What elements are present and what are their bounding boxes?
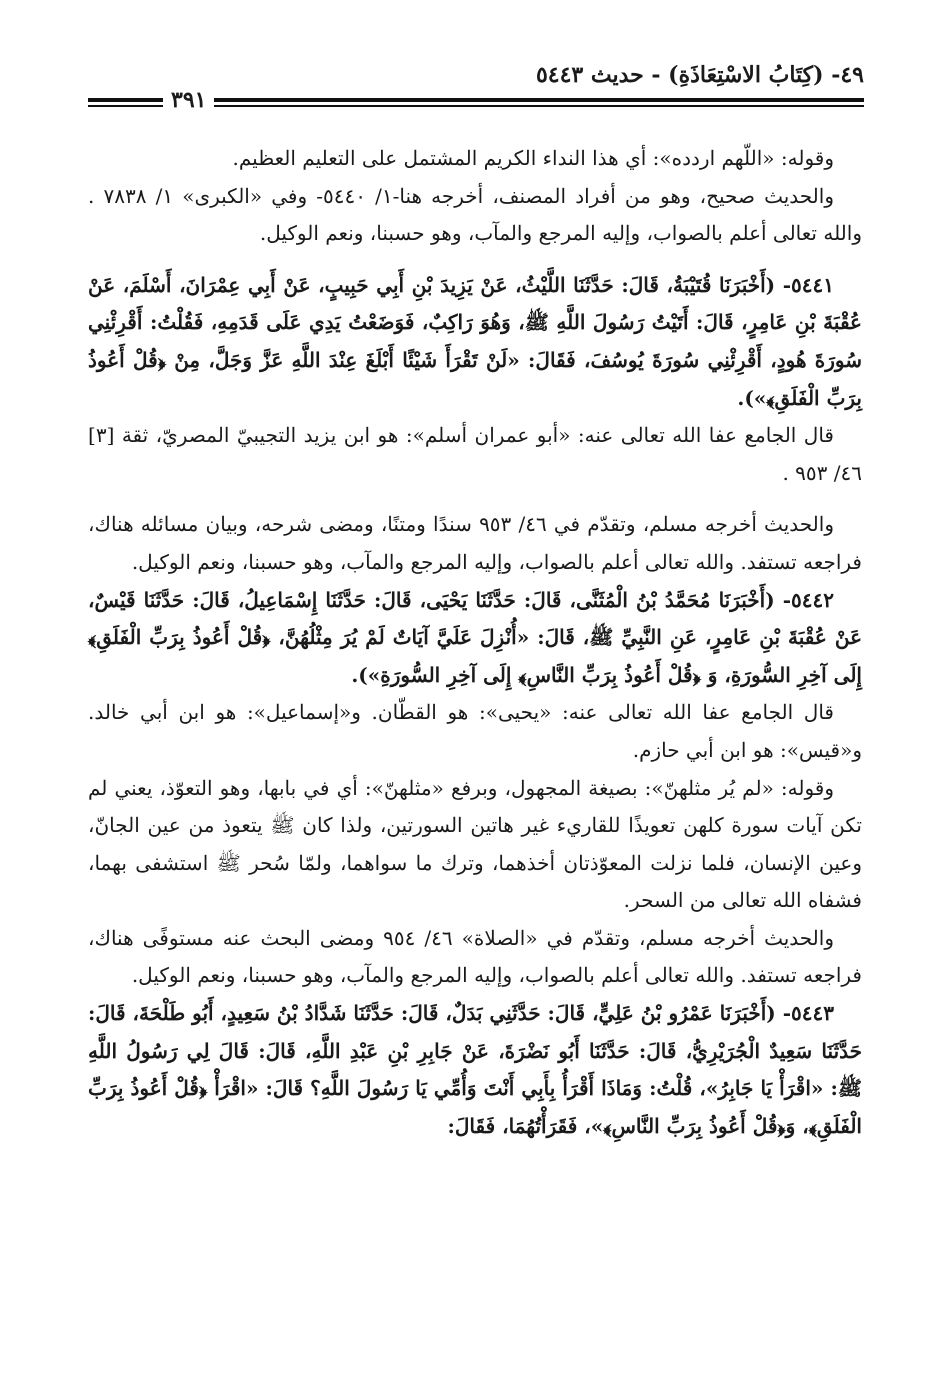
jami-note-paragraph: قال الجامع عفا الله تعالى عنه: «أبو عمران أسلم»: هو ابن يزيد التجيبيّ المصريّ، ثقة [٣] ٤٦/ ٩٥٣ . [88,423,862,485]
commentary-paragraph: والحديث أخرجه مسلم، وتقدّم في ٤٦/ ٩٥٣ سندًا ومتنًا، ومضى شرحه، وبيان مسائله هناك، فراجعه تستفد. والله تعالى أعلم بالصواب، وإليه المرجع والمآب، وهو حسبنا، ونعم الوكيل. [88,512,862,574]
page-number: ٣٩١ [163,88,214,112]
hadith-5441: ٥٤٤١- (أَخْبَرَنَا قُتَيْبَةُ، قَالَ: حَدَّثَنَا اللَّيْثُ، عَنْ يَزِيدَ بْنِ أَبِي حَبِيبٍ، عَنْ أَبِي عِمْرَانَ، أَسْلَمَ، عَنْ عُقْبَةَ بْنِ عَامِرٍ، قَالَ: أَتَيْتُ رَسُولَ اللَّهِ ﷺ، وَهُوَ رَاكِبٌ، فَوَضَعْتُ يَدِي عَلَى قَدَمِهِ، فَقُلْتُ: أَقْرِئْنِي سُورَةَ هُودٍ، أَقْرِئْنِي سُورَةَ يُوسُفَ، فَقَالَ: «لَنْ تَقْرَأَ شَيْئًا أَبْلَغَ عِنْدَ اللَّهِ عَزَّ وَجَلَّ، مِنْ ﴿قُلْ أَعُوذُ بِرَبِّ الْفَلَقِ﴾»). [88,272,862,410]
hadith-5443: ٥٤٤٣- (أَخْبَرَنَا عَمْرُو بْنُ عَلِيٍّ، قَالَ: حَدَّثَنِي بَدَلٌ، قَالَ: حَدَّثَنَا شَدَّادُ بْنُ سَعِيدٍ، أَبُو طَلْحَةَ، قَالَ: حَدَّثَنَا سَعِيدٌ الْجُرَيْرِيُّ، قَالَ: حَدَّثَنَا أَبُو نَضْرَةَ، عَنْ جَابِرِ بْنِ عَبْدِ اللَّهِ، قَالَ: قَالَ لِي رَسُولُ اللَّهِ ﷺ: «اقْرَأْ يَا جَابِرُ»، قُلْتُ: وَمَاذَا أَقْرَأُ بِأَبِي أَنْتَ وَأُمِّي يَا رَسُولَ اللَّهِ؟ قَالَ: «اقْرَأْ ﴿قُلْ أَعُوذُ بِرَبِّ الْفَلَقِ﴾، وَ﴿قُلْ أَعُوذُ بِرَبِّ النَّاسِ﴾»، فَقَرَأْتُهُمَا، فَقَالَ: [88,1001,862,1138]
commentary-paragraph: والحديث أخرجه مسلم، وتقدّم في «الصلاة» ٤٦/ ٩٥٤ ومضى البحث عنه مستوفًى هناك، فراجعه تستفد. والله تعالى أعلم بالصواب، وإليه المرجع والمآب، وهو حسبنا، ونعم الوكيل. [88,925,862,988]
running-title: ٤٩- (كِتَابُ الاسْتِعَاذَةِ) - حديث ٥٤٤٣ [535,62,864,88]
commentary-paragraph: وقوله: «لم يُر مثلهنّ»: بصيغة المجهول، وبرفع «مثلهنّ»: أي في بابها، وهو التعوّذ، يعني لم تكن آيات سورة كلهن تعويذًا للقاريء غير هاتين السورتين، ولذا كان ﷺ يتعوذ من عين الجانّ، وعين الإنسان، فلما نزلت المعوّذتان أخذهما، وترك ما سواهما، ولمّا سُحر ﷺ استشفى بهما، فشفاه الله تعالى من السحر. [88,775,862,913]
jami-note-paragraph: قال الجامع عفا الله تعالى عنه: «يحيى»: هو القطّان. و«إسماعيل»: هو ابن أبي خالد. و«قيس»: هو ابن أبي حازم. [88,700,862,762]
commentary-paragraph: والحديث صحيح، وهو من أفراد المصنف، أخرجه هنا-١/ ٥٤٤٠- وفي «الكبرى» ١/ ٧٨٣٨ . والله تعالى أعلم بالصواب، وإليه المرجع والمآب، وهو حسبنا، ونعم الوكيل. [88,183,862,246]
page-body [88,140,862,1145]
page-header [88,58,864,113]
hadith-5442: ٥٤٤٢- (أَخْبَرَنَا مُحَمَّدُ بْنُ الْمُثَنَّى، قَالَ: حَدَّثَنَا يَحْيَى، قَالَ: حَدَّثَنَا إِسْمَاعِيلُ، قَالَ: حَدَّثَنَا قَيْسٌ، عَنْ عُقْبَةَ بْنِ عَامِرٍ، عَنِ النَّبِيِّ ﷺ، قَالَ: «أُنْزِلَ عَلَيَّ آيَاتٌ لَمْ يُرَ مِثْلُهُنَّ، ﴿قُلْ أَعُوذُ بِرَبِّ الْفَلَقِ﴾ إِلَى آخِرِ السُّورَةِ، وَ ﴿قُلْ أَعُوذُ بِرَبِّ النَّاسِ﴾ إِلَى آخِرِ السُّورَةِ»). [88,587,862,687]
commentary-paragraph: وقوله: «اللّهم اردده»: أي هذا النداء الكريم المشتمل على التعليم العظيم. [232,146,834,170]
